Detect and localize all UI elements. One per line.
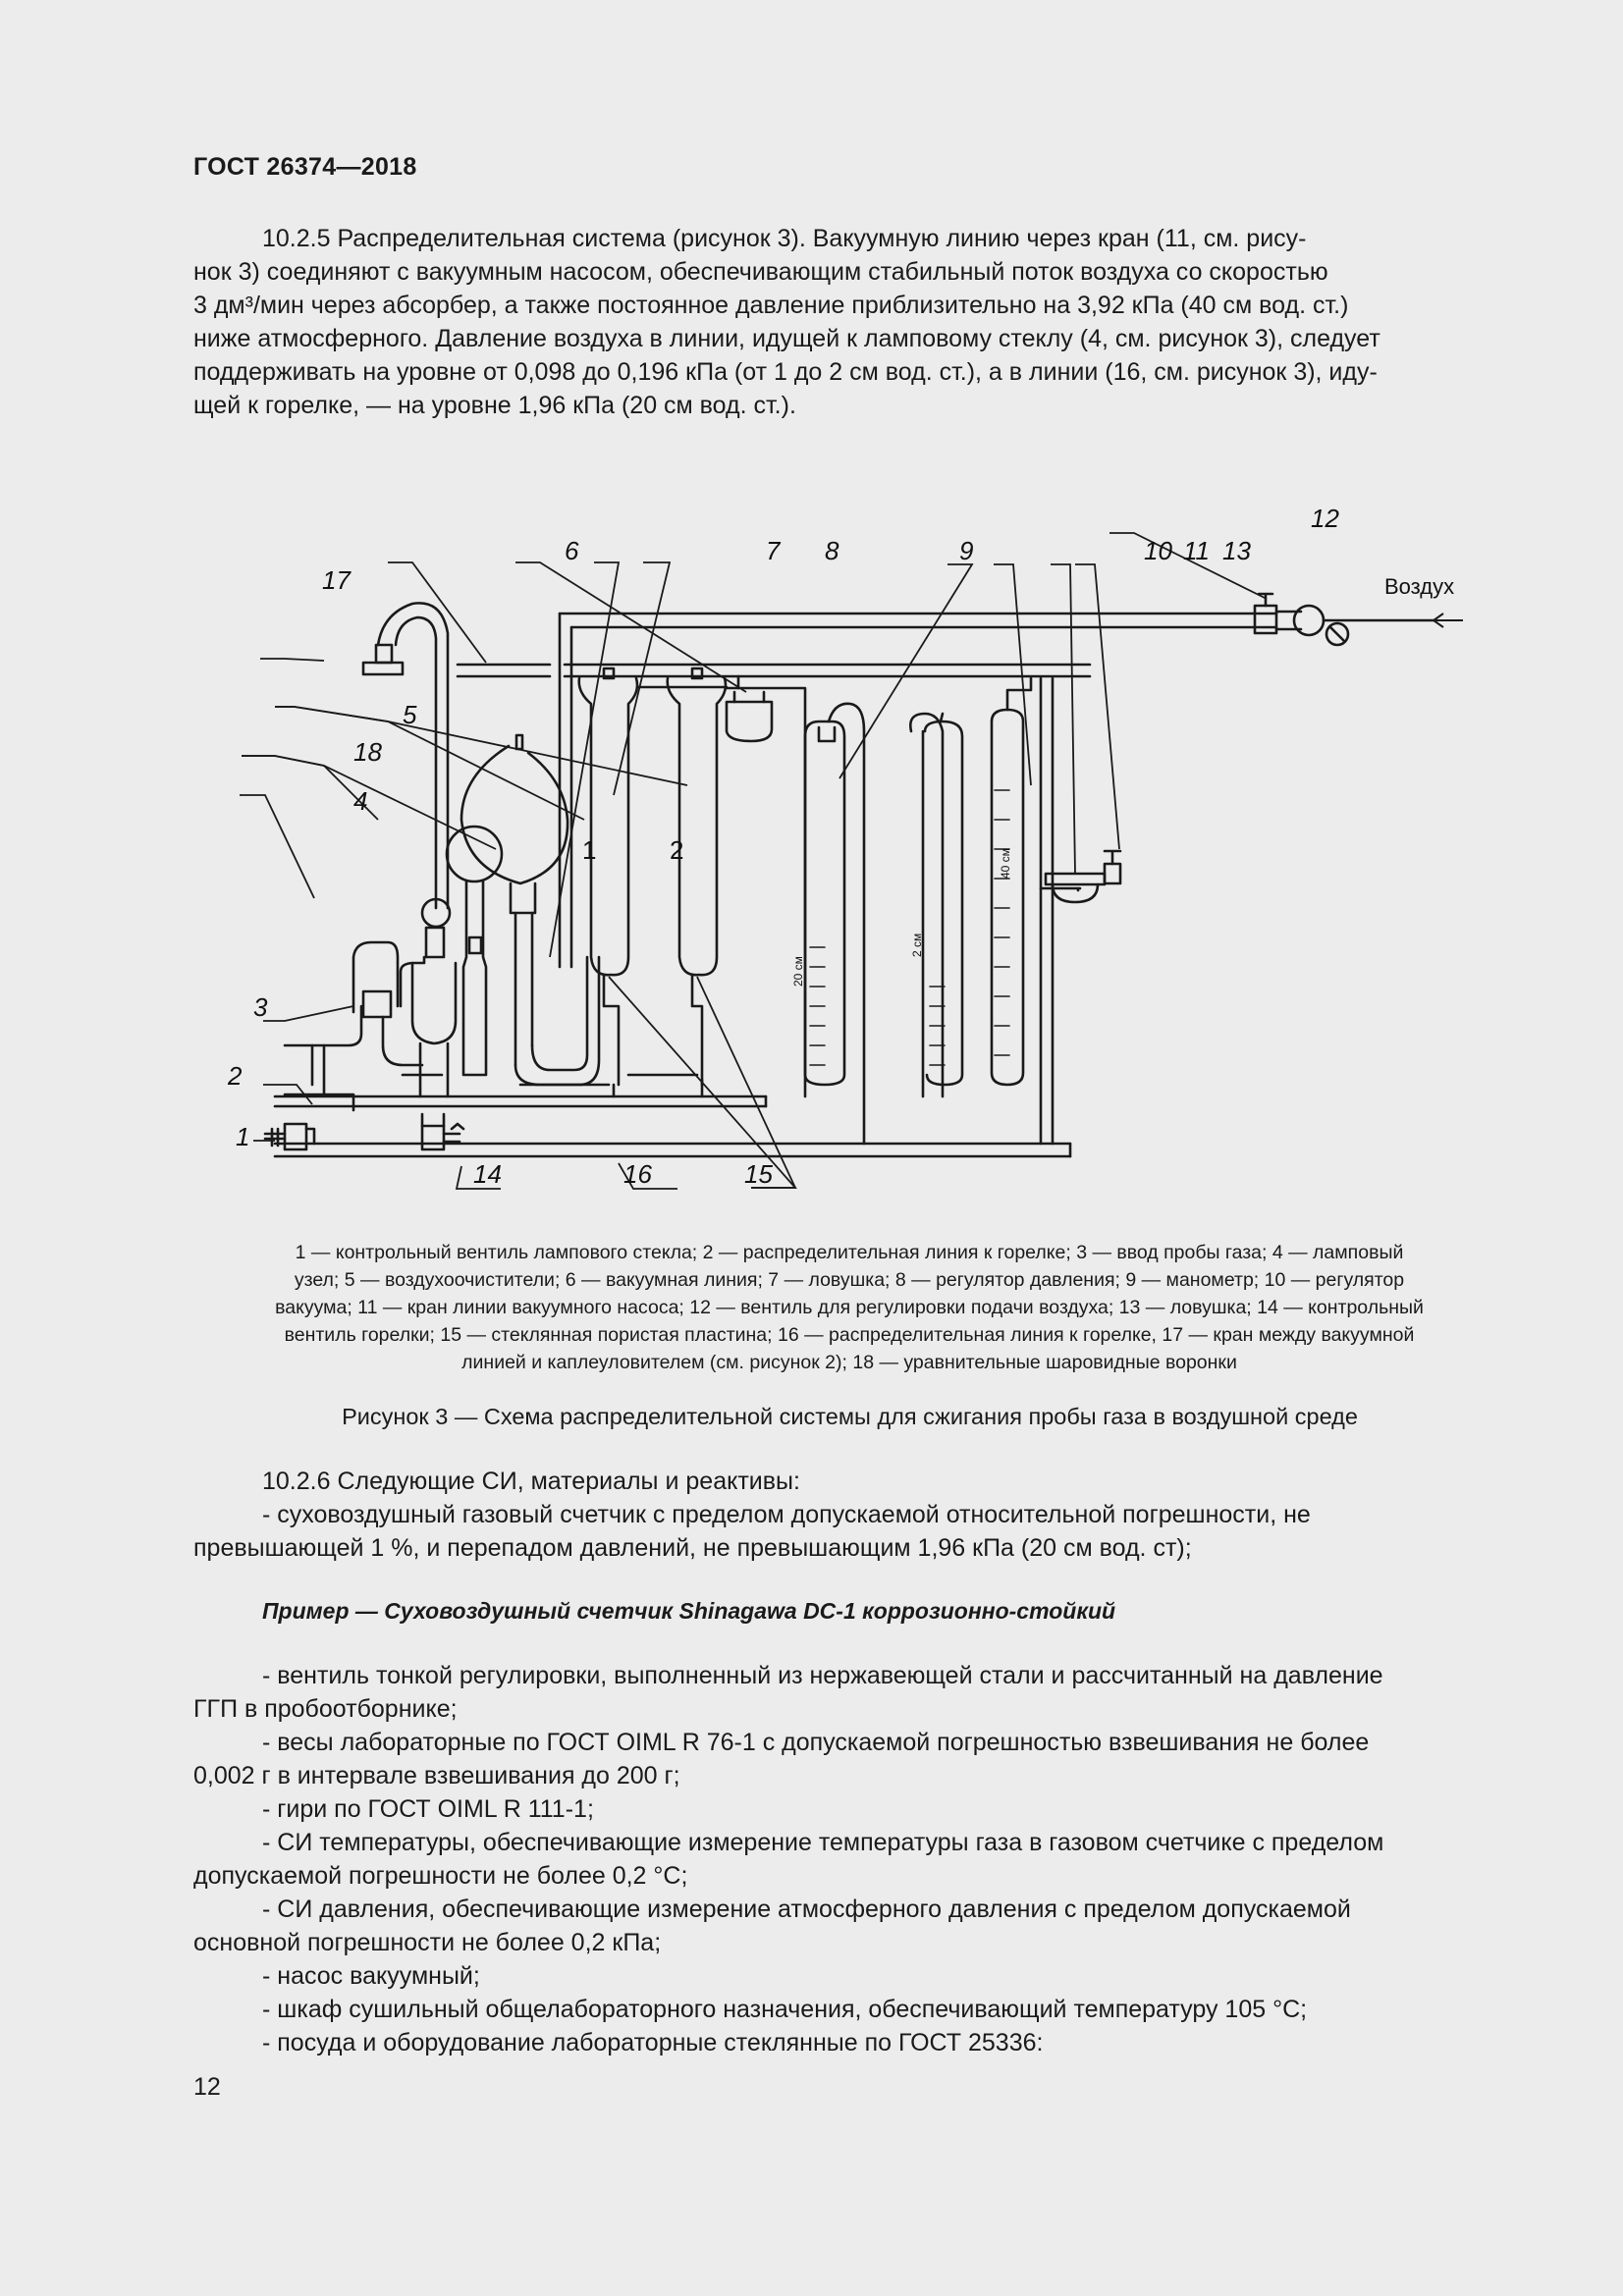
paragraph-line: 3 дм³/мин через абсорбер, а также постоянное давление приблизительно на 3,92 кПа (40 см вод. ст.) xyxy=(193,292,1349,319)
section-10-2-6 xyxy=(193,1465,1506,1565)
label-8: 8 xyxy=(825,536,839,565)
legend-line: вентиль горелки; 15 — стеклянная пористая пластина; 16 — распределительная линия к горелке, 17 — кран между вакуумной xyxy=(284,1324,1415,1346)
list-line: - насос вакуумный; xyxy=(262,1962,480,1990)
label-15: 15 xyxy=(744,1159,773,1189)
list-line: - вентиль тонкой регулировки, выполненный из нержавеющей стали и рассчитанный на давление xyxy=(262,1662,1383,1689)
example-note: Пример — Суховоздушный счетчик Shinagawa DC-1 коррозионно-стойкий xyxy=(262,1598,1116,1624)
scale-40cm: 40 см xyxy=(999,848,1012,879)
label-6: 6 xyxy=(565,536,579,565)
figure-caption: Рисунок 3 — Схема распределительной системы для сжигания пробы газа в воздушной среде xyxy=(342,1404,1358,1429)
legend-line: узел; 5 — воздухоочистители; 6 — вакуумная линия; 7 — ловушка; 8 — регулятор давления; 9 — манометр; 10 — регулятор xyxy=(294,1269,1405,1291)
legend-line: 1 — контрольный вентиль лампового стекла; 2 — распределительная линия к горелке; 3 — ввод пробы газа; 4 — ламповый xyxy=(295,1242,1404,1263)
label-17: 17 xyxy=(322,565,351,595)
label-3: 3 xyxy=(253,992,268,1022)
list-line: - СИ давления, обеспечивающие измерение атмосферного давления с пределом допускаемой xyxy=(262,1896,1351,1923)
label-10: 10 xyxy=(1144,536,1172,565)
air-inlet-label: Воздух xyxy=(1384,574,1455,599)
paragraph-line: нок 3) соединяют с вакуумным насосом, обеспечивающим стабильный поток воздуха со скоростью xyxy=(193,258,1328,286)
column-1-label: 1 xyxy=(582,835,597,865)
scale-20cm: 20 см xyxy=(791,956,805,987)
list-line: - гири по ГОСТ OIML R 111-1; xyxy=(262,1795,594,1823)
page-number: 12 xyxy=(193,2073,221,2101)
label-2: 2 xyxy=(228,1061,243,1091)
legend-line: линией и каплеуловителем (см. рисунок 2); 18 — уравнительные шаровидные воронки xyxy=(461,1352,1237,1373)
label-5: 5 xyxy=(403,700,417,729)
equipment-list xyxy=(193,1659,1506,2059)
list-line: допускаемой погрешности не более 0,2 °С; xyxy=(193,1862,688,1890)
list-line: - весы лабораторные по ГОСТ OIML R 76-1 с допускаемой погрешностью взвешивания не более xyxy=(262,1729,1370,1756)
label-13: 13 xyxy=(1222,536,1251,565)
label-9: 9 xyxy=(959,536,974,565)
list-item: - суховоздушный газовый счетчик с пределом допускаемой относительной погрешности, не xyxy=(262,1501,1311,1528)
label-7: 7 xyxy=(766,536,781,565)
label-16: 16 xyxy=(623,1159,652,1189)
list-line: 0,002 г в интервале взвешивания до 200 г; xyxy=(193,1762,680,1789)
legend-line: вакуума; 11 — кран линии вакуумного насоса; 12 — вентиль для регулировки подачи воздуха; 13 — ловушка; 14 — контрольный xyxy=(275,1297,1424,1318)
paragraph-line: поддерживать на уровне от 0,098 до 0,196 кПа (от 1 до 2 см вод. ст.), а в линии (16, см. рисунок 3), иду- xyxy=(193,358,1378,386)
label-18: 18 xyxy=(353,737,382,767)
list-line: основной погрешности не более 0,2 кПа; xyxy=(193,1929,662,1956)
list-line: - посуда и оборудование лабораторные стеклянные по ГОСТ 25336: xyxy=(262,2029,1044,2056)
figure-legend xyxy=(196,1239,1502,1376)
paragraph-line: 10.2.5 Распределительная система (рисунок 3). Вакуумную линию через кран (11, см. рису- xyxy=(262,225,1307,252)
schematic-drawing xyxy=(216,496,1492,1202)
label-1: 1 xyxy=(236,1122,250,1151)
scale-2cm: 2 см xyxy=(910,933,924,957)
list-line: - шкаф сушильный общелабораторного назначения, обеспечивающий температуру 105 °С; xyxy=(262,1996,1308,2023)
list-item-continued: превышающей 1 %, и перепадом давлений, не превышающим 1,96 кПа (20 см вод. ст); xyxy=(193,1534,1192,1562)
label-12: 12 xyxy=(1311,504,1339,533)
column-2-label: 2 xyxy=(670,835,684,865)
list-line: - СИ температуры, обеспечивающие измерение температуры газа в газовом счетчике с пределом xyxy=(262,1829,1384,1856)
paragraph-line: ниже атмосферного. Давление воздуха в линии, идущей к ламповому стеклу (4, см. рисунок 3), следует xyxy=(193,325,1380,352)
document-header: ГОСТ 26374—2018 xyxy=(193,153,417,181)
paragraph-line: щей к горелке, — на уровне 1,96 кПа (20 см вод. ст.). xyxy=(193,392,796,419)
section-title: 10.2.6 Следующие СИ, материалы и реактивы: xyxy=(262,1468,800,1495)
label-4: 4 xyxy=(353,786,368,816)
label-11: 11 xyxy=(1183,536,1210,565)
label-14: 14 xyxy=(473,1159,502,1189)
section-10-2-5 xyxy=(193,222,1506,422)
figure-3-schematic xyxy=(216,496,1492,1202)
list-line: ГГП в пробоотборнике; xyxy=(193,1695,458,1723)
